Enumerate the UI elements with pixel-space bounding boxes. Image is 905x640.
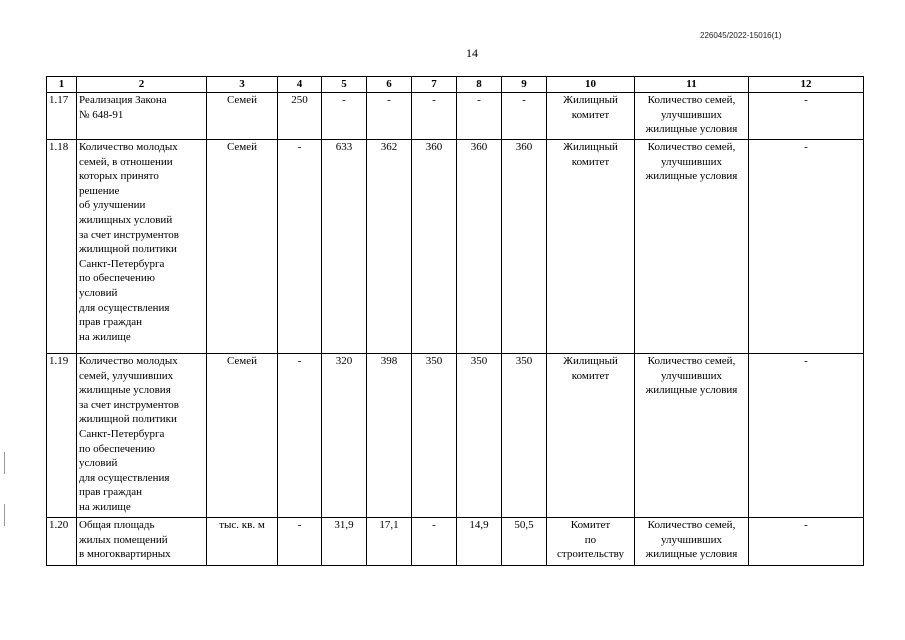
indicator-name-cell-line: об улучшении	[79, 199, 146, 212]
row-number-cell: 1.17	[47, 93, 77, 140]
unit-cell: тыс. кв. м	[207, 518, 278, 566]
result-indicator-cell-line: жилищные условия	[645, 123, 738, 136]
value-cell-col12: -	[749, 140, 864, 354]
value-cell-col8: 350	[457, 354, 502, 518]
column-header: 4	[278, 77, 322, 93]
indicator-name-cell-line: Количество молодых	[79, 355, 178, 367]
result-indicator-cell	[635, 140, 749, 354]
value-cell-col12: -	[749, 354, 864, 518]
indicator-name-cell-line: Санкт-Петербурга	[79, 427, 165, 440]
column-header: 12	[749, 77, 864, 93]
executor-cell-line: строительству	[557, 548, 624, 561]
column-header: 5	[322, 77, 367, 93]
indicator-name-cell-line: по обеспечению	[79, 272, 156, 285]
column-header: 10	[547, 77, 635, 93]
table-row	[47, 93, 864, 140]
executor-cell	[547, 354, 635, 518]
indicator-name-cell-line: за счет инструментов	[79, 228, 180, 241]
indicator-name-cell-line: условий	[79, 286, 118, 299]
value-cell-col4: -	[278, 518, 322, 566]
document-id: 226045/2022-15016(1)	[700, 31, 782, 40]
result-indicator-cell-line: Количество семей,	[647, 94, 736, 106]
indicator-name-cell-line: для осуществления	[79, 471, 170, 484]
result-indicator-cell-line: жилищные условия	[645, 384, 738, 397]
indicator-name-cell-line: прав граждан	[79, 486, 143, 499]
value-cell-col4: -	[278, 354, 322, 518]
indicator-name-cell-line: на жилище	[79, 500, 131, 513]
value-cell-col9: 350	[502, 354, 547, 518]
executor-cell-line: Жилищный	[563, 94, 618, 106]
indicator-name-cell-line: в многоквартирных	[79, 548, 171, 561]
value-cell-col6: 362	[367, 140, 412, 354]
indicator-name-cell	[77, 93, 207, 140]
value-cell-col5: -	[322, 93, 367, 140]
value-cell-col5: 31,9	[322, 518, 367, 566]
column-header: 3	[207, 77, 278, 93]
column-header: 8	[457, 77, 502, 93]
result-indicator-cell-line: жилищные условия	[645, 548, 738, 561]
executor-cell-line: Комитет	[570, 519, 611, 531]
indicator-name-cell-line: за счет инструментов	[79, 398, 180, 411]
row-number-cell: 1.19	[47, 354, 77, 518]
result-indicator-cell-line: Количество семей,	[647, 519, 736, 531]
indicator-name-cell-line: Общая площадь	[79, 519, 155, 531]
row-number-cell: 1.20	[47, 518, 77, 566]
value-cell-col4: -	[278, 140, 322, 354]
indicator-name-cell-line: решение	[79, 184, 120, 197]
value-cell-col9: -	[502, 93, 547, 140]
indicator-name-cell-line: прав граждан	[79, 316, 143, 329]
indicator-name-cell-line: Реализация Закона	[79, 94, 167, 106]
executor-cell-line: Жилищный	[563, 141, 618, 153]
row-number-cell: 1.18	[47, 140, 77, 354]
value-cell-col9: 50,5	[502, 518, 547, 566]
indicator-name-cell	[77, 354, 207, 518]
value-cell-col8: 14,9	[457, 518, 502, 566]
result-indicator-cell-line: жилищные условия	[645, 170, 738, 183]
result-indicator-cell-line: улучшивших	[661, 369, 722, 382]
indicator-name-cell-line: жилищные условия	[79, 384, 171, 397]
value-cell-col7: 360	[412, 140, 457, 354]
scan-edge-mark	[4, 504, 5, 526]
scan-edge-mark	[4, 452, 5, 474]
executor-cell	[547, 140, 635, 354]
unit-cell: Семей	[207, 93, 278, 140]
indicator-name-cell-line: жилых помещений	[79, 533, 168, 546]
result-indicator-cell	[635, 354, 749, 518]
indicator-name-cell-line: жилищной политики	[79, 243, 177, 256]
value-cell-col6: -	[367, 93, 412, 140]
value-cell-col8: -	[457, 93, 502, 140]
executor-cell-line: комитет	[571, 369, 610, 382]
executor-cell-line: по	[584, 533, 597, 546]
value-cell-col7: -	[412, 518, 457, 566]
value-cell-col5: 633	[322, 140, 367, 354]
column-header: 9	[502, 77, 547, 93]
table-row	[47, 518, 864, 566]
table-row	[47, 354, 864, 518]
indicator-name-cell-line: Количество молодых	[79, 141, 178, 153]
value-cell-col6: 17,1	[367, 518, 412, 566]
result-indicator-cell	[635, 518, 749, 566]
value-cell-col7: 350	[412, 354, 457, 518]
indicator-name-cell-line: жилищных условий	[79, 213, 173, 226]
executor-cell-line: Жилищный	[563, 355, 618, 367]
value-cell-col12: -	[749, 93, 864, 140]
executor-cell	[547, 518, 635, 566]
indicator-name-cell-line: № 648-91	[79, 108, 124, 121]
column-header: 7	[412, 77, 457, 93]
value-cell-col5: 320	[322, 354, 367, 518]
page-number: 14	[466, 46, 478, 60]
table-row	[47, 140, 864, 354]
indicator-name-cell-line: семей, улучшивших	[79, 369, 174, 382]
indicator-name-cell-line: условий	[79, 457, 118, 470]
indicator-name-cell	[77, 140, 207, 354]
executor-cell-line: комитет	[571, 108, 610, 121]
column-header: 6	[367, 77, 412, 93]
indicator-name-cell-line: семей, в отношении	[79, 155, 173, 168]
indicator-name-cell-line: жилищной политики	[79, 413, 177, 426]
indicator-name-cell-line: Санкт-Петербурга	[79, 257, 165, 270]
result-indicator-cell-line: улучшивших	[661, 108, 722, 121]
executor-cell-line: комитет	[571, 155, 610, 168]
indicators-table	[46, 76, 864, 566]
column-header: 2	[77, 77, 207, 93]
indicator-name-cell-line: по обеспечению	[79, 442, 156, 455]
value-cell-col6: 398	[367, 354, 412, 518]
column-header: 1	[47, 77, 77, 93]
value-cell-col7: -	[412, 93, 457, 140]
executor-cell	[547, 93, 635, 140]
indicator-name-cell	[77, 518, 207, 566]
result-indicator-cell	[635, 93, 749, 140]
result-indicator-cell-line: Количество семей,	[647, 355, 736, 367]
value-cell-col8: 360	[457, 140, 502, 354]
result-indicator-cell-line: Количество семей,	[647, 141, 736, 153]
value-cell-col12: -	[749, 518, 864, 566]
value-cell-col4: 250	[278, 93, 322, 140]
value-cell-col9: 360	[502, 140, 547, 354]
unit-cell: Семей	[207, 140, 278, 354]
indicator-name-cell-line: которых принято	[79, 170, 159, 183]
table-header-row	[47, 77, 864, 93]
indicator-name-cell-line: для осуществления	[79, 301, 170, 314]
unit-cell: Семей	[207, 354, 278, 518]
result-indicator-cell-line: улучшивших	[661, 533, 722, 546]
indicator-name-cell-line: на жилище	[79, 330, 131, 343]
column-header: 11	[635, 77, 749, 93]
result-indicator-cell-line: улучшивших	[661, 155, 722, 168]
